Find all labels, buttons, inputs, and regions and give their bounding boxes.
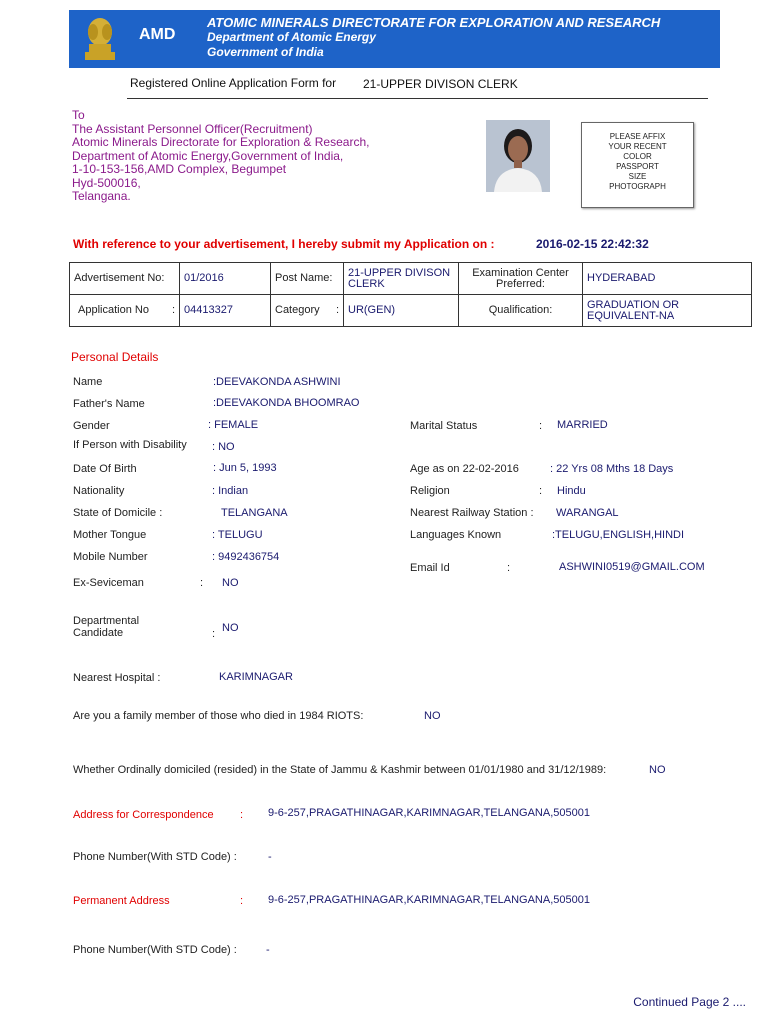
- address-line: To: [72, 108, 85, 122]
- mobile-value: : 9492436754: [212, 551, 280, 563]
- application-no-value: 04413327: [180, 295, 271, 327]
- affix-line: SIZE: [628, 172, 647, 181]
- dob-value: : Jun 5, 1993: [213, 462, 277, 474]
- affix-line: PHOTOGRAPH: [609, 182, 666, 191]
- riots-value: NO: [424, 710, 441, 722]
- name-value: :DEEVAKONDA ASHWINI: [213, 376, 341, 388]
- age-label: Age as on 22-02-2016: [410, 463, 519, 475]
- email-colon: :: [507, 562, 511, 574]
- email-label: Email Id: [410, 562, 450, 574]
- dob-label: Date Of Birth: [73, 463, 137, 475]
- address-line: The Assistant Personnel Officer(Recruitment): [72, 121, 313, 136]
- riots-label: Are you a family member of those who died in 1984 RIOTS:: [73, 710, 364, 722]
- father-name-value: :DEEVAKONDA BHOOMRAO: [213, 397, 360, 409]
- affix-line: PASSPORT: [616, 162, 659, 171]
- form-for-label: Registered Online Application Form for: [130, 76, 337, 90]
- application-no-label: [70, 295, 180, 327]
- railway-station-label: Nearest Railway Station :: [410, 507, 534, 519]
- departmental-label-line: Candidate: [73, 627, 124, 639]
- hospital-label: Nearest Hospital :: [73, 672, 161, 684]
- departmental-candidate-label: [73, 615, 139, 639]
- marital-status-value: MARRIED: [557, 419, 608, 431]
- phone-number-value: -: [268, 851, 272, 863]
- religion-label: Religion: [410, 485, 450, 497]
- category-colon: :: [335, 304, 339, 316]
- category-label: [271, 295, 344, 327]
- nationality-label: Nationality: [73, 485, 125, 497]
- email-value: ASHWINI0519@GMAIL.COM: [559, 561, 705, 573]
- category-value: UR(GEN): [344, 295, 459, 327]
- mobile-label: Mobile Number: [73, 551, 148, 563]
- form-for-value: 21-UPPER DIVISON CLERK: [363, 77, 518, 91]
- correspondence-address-label: Address for Correspondence: [73, 809, 214, 821]
- affix-line: PLEASE AFFIX: [609, 132, 666, 141]
- departmental-label-line: Departmental: [73, 615, 140, 627]
- table-row: [70, 263, 752, 295]
- religion-colon: :: [539, 485, 543, 497]
- application-no-colon: :: [171, 304, 175, 316]
- marital-status-colon: :: [539, 420, 543, 432]
- departmental-colon: :: [212, 628, 216, 640]
- permanent-phone-label: Phone Number(With STD Code) :: [73, 944, 237, 956]
- amd-logo-text: AMD: [139, 26, 176, 43]
- application-no-label-text: Application No: [78, 304, 149, 316]
- ex-serviceman-value: NO: [222, 577, 239, 589]
- address-line: Atomic Minerals Directorate for Exploration & Research,: [72, 135, 370, 149]
- permanent-address-label: Permanent Address: [73, 895, 170, 907]
- post-name-value: 21-UPPER DIVISON CLERK: [344, 263, 459, 295]
- jk-domicile-value: NO: [649, 764, 666, 776]
- correspondence-address-colon: :: [240, 809, 244, 821]
- header-department: Department of Atomic Energy: [207, 30, 376, 44]
- nationality-value: : Indian: [212, 485, 249, 497]
- departmental-value: NO: [222, 622, 239, 634]
- jk-domicile-label: Whether Ordinally domiciled (resided) in the State of Jammu & Kashmir between 01/01/1980 and 31/12/1989:: [73, 764, 607, 776]
- applicant-photo: [486, 120, 550, 192]
- header-divider: [127, 98, 708, 99]
- table-row: [70, 295, 752, 327]
- domicile-value: TELANGANA: [221, 507, 288, 519]
- religion-value: Hindu: [557, 485, 586, 497]
- exam-center-label: Examination Center Preferred:: [459, 263, 583, 295]
- mother-tongue-value: : TELUGU: [212, 529, 263, 541]
- age-value: : 22 Yrs 08 Mths 18 Days: [550, 463, 674, 475]
- post-name-label: Post Name:: [271, 263, 344, 295]
- reference-text: With reference to your advertisement, I hereby submit my Application on :: [73, 237, 495, 251]
- gender-label: Gender: [73, 420, 110, 432]
- marital-status-label: Marital Status: [410, 420, 478, 432]
- disability-value: : NO: [212, 441, 235, 453]
- address-line: Department of Atomic Energy,Government of India,: [72, 148, 344, 163]
- address-line: 1-10-153-156,AMD Complex, Begumpet: [72, 162, 287, 176]
- exam-center-value: HYDERABAD: [583, 263, 752, 295]
- ex-serviceman-label: Ex-Seviceman: [73, 577, 144, 589]
- header-title: ATOMIC MINERALS DIRECTORATE FOR EXPLORATION AND RESEARCH: [207, 15, 661, 30]
- applicant-photo-image: [486, 120, 550, 192]
- qualification-value: GRADUATION OR EQUIVALENT-NA: [583, 295, 752, 327]
- personal-details-title: Personal Details: [71, 350, 159, 364]
- affix-line: YOUR RECENT: [608, 142, 667, 151]
- application-summary-table: [69, 262, 752, 327]
- continued-page-note: Continued Page 2 ....: [633, 995, 746, 1009]
- advertisement-no-label: Advertisement No:: [70, 263, 180, 295]
- correspondence-address-value: 9-6-257,PRAGATHINAGAR,KARIMNAGAR,TELANGANA,505001: [268, 807, 590, 819]
- recipient-address: [72, 109, 369, 204]
- mother-tongue-label: Mother Tongue: [73, 529, 147, 541]
- disability-label: If Person with Disability: [73, 439, 187, 451]
- ex-serviceman-colon: :: [200, 577, 204, 589]
- name-label: Name: [73, 376, 103, 388]
- affix-line: COLOR: [623, 152, 652, 161]
- advertisement-no-value: 01/2016: [180, 263, 271, 295]
- affix-photo-box: [581, 122, 694, 208]
- gender-value: : FEMALE: [208, 419, 259, 431]
- national-emblem-icon: [83, 16, 117, 62]
- hospital-value: KARIMNAGAR: [219, 671, 293, 683]
- phone-number-label: Phone Number(With STD Code) :: [73, 851, 237, 863]
- languages-label: Languages Known: [410, 529, 502, 541]
- qualification-label: Qualification:: [459, 295, 583, 327]
- header-banner: [69, 10, 720, 68]
- permanent-address-colon: :: [240, 895, 244, 907]
- father-name-label: Father's Name: [73, 398, 145, 410]
- permanent-address-value: 9-6-257,PRAGATHINAGAR,KARIMNAGAR,TELANGANA,505001: [268, 894, 590, 906]
- permanent-phone-value: -: [266, 944, 270, 956]
- languages-value: :TELUGU,ENGLISH,HINDI: [552, 529, 685, 541]
- domicile-label: State of Domicile :: [73, 507, 163, 519]
- header-government: Government of India: [207, 45, 324, 59]
- reference-date: 2016-02-15 22:42:32: [536, 237, 649, 251]
- category-label-text: Category: [275, 304, 320, 316]
- railway-station-value: WARANGAL: [556, 507, 619, 519]
- address-line: Hyd-500016,: [72, 175, 141, 190]
- address-line: Telangana.: [72, 189, 131, 203]
